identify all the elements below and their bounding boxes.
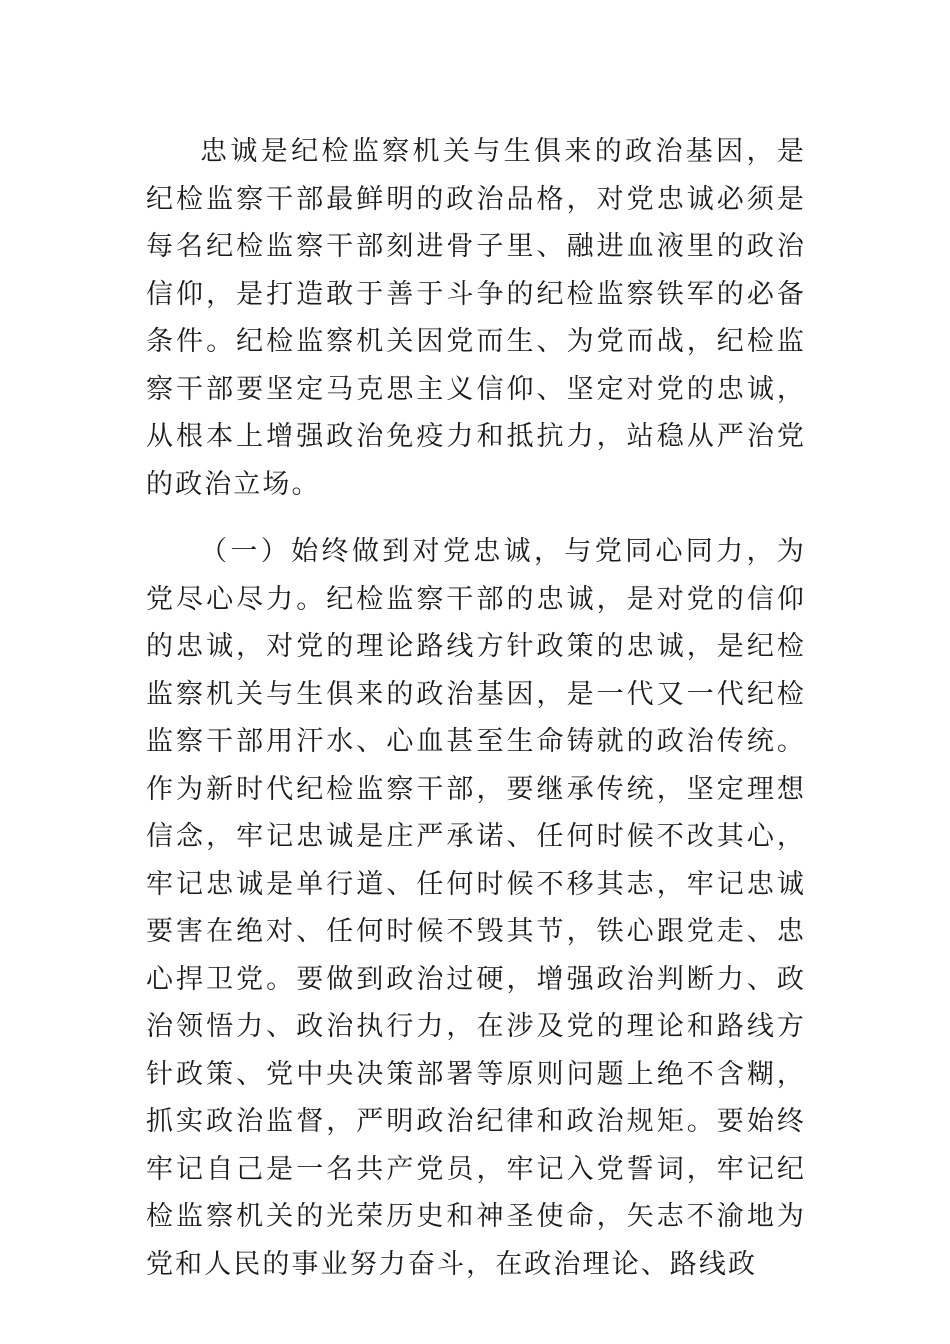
document-body [146,128,806,1288]
paragraph-section-one: （一）始终做到对党忠诚，与党同心同力，为党尽心尽力。纪检监察干部的忠诚，是对党的信仰的忠诚，对党的理论路线方针政策的忠诚，是纪检监察机关与生俱来的政治基因，是一代又一代纪检监察干部用汗水、心血甚至生命铸就的政治传统。作为新时代纪检监察干部，要继承传统，坚定理想信念，牢记忠诚是庄严承诺、任何时候不改其心，牢记忠诚是单行道、任何时候不移其志，牢记忠诚要害在绝对、任何时候不毁其节，铁心跟党走、忠心捍卫党。要做到政治过硬，增强政治判断力、政治领悟力、政治执行力，在涉及党的理论和路线方针政策、党中央决策部署等原则问题上绝不含糊，抓实政治监督，严明政治纪律和政治规矩。要始终牢记自己是一名共产党员，牢记入党誓词，牢记纪检监察机关的光荣历史和神圣使命，矢志不渝地为党和人民的事业努力奋斗，在政治理论、路线政 [146,536,806,1280]
paragraph-intro: 忠诚是纪检监察机关与生俱来的政治基因，是纪检监察干部最鲜明的政治品格，对党忠诚必须是每名纪检监察干部刻进骨子里、融进血液里的政治信仰，是打造敢于善于斗争的纪检监察铁军的必备条件。纪检监察机关因党而生、为党而战，纪检监察干部要坚定马克思主义信仰、坚定对党的忠诚，从根本上增强政治免疫力和抵抗力，站稳从严治党的政治立场。 [146,136,806,500]
